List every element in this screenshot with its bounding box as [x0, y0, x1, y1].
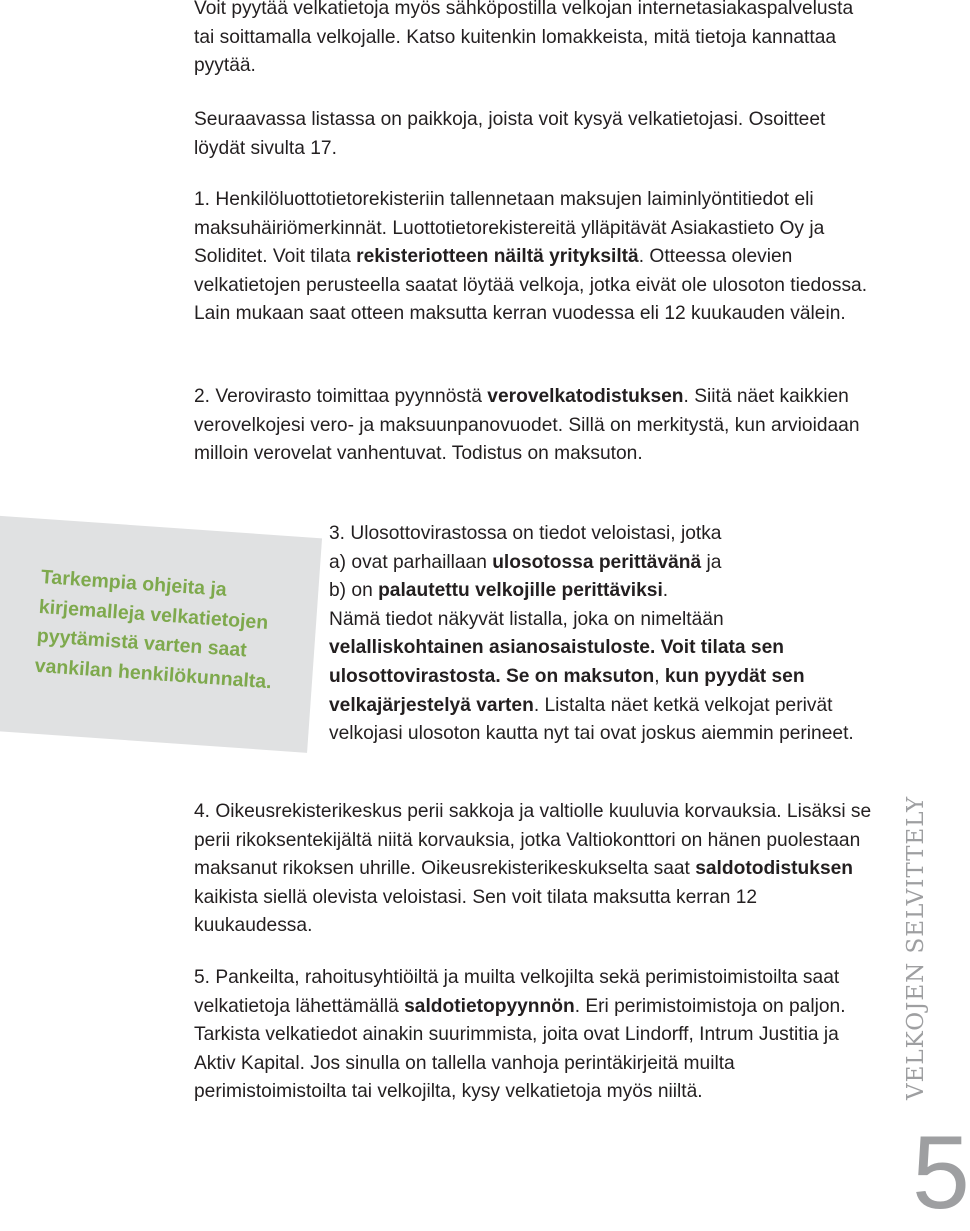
item-5-text-a: 5. Pankeilta, rahoitusyhtiöiltä ja muilta velkojilta sekä perimistoimistoilta saat velkatietoja lähettämällä — [194, 967, 840, 1017]
page-number: 5 — [912, 1115, 970, 1231]
item-3-details-sep: , — [654, 665, 665, 687]
item-5-bold: saldotietopyynnön — [404, 995, 575, 1017]
item-3-details-end: . Listalta näet ketkä velkojat perivät velkojasi ulosoton kautta nyt tai ovat joskus aiemmin perineet. — [329, 694, 854, 745]
item-3-details-bold: velalliskohtainen asianosaistuloste. Voit tilata sen ulosottovirastosta. Se on maksuton — [329, 637, 784, 687]
item-3-line-b-text: b) on — [329, 580, 379, 602]
item-2-bold: verovelkatodistuksen — [487, 386, 684, 407]
item-4-text-a: 4. Oikeusrekisterikeskus perii sakkoja ja valtiolle kuuluvia korvauksia. Lisäksi se perii rikoksentekijältä niitä korvauksia, jotka Valtiokonttori on hänen puolestaan maksanut rikoksen uhrille. Oikeusrekisterikeskukselta saat — [194, 801, 872, 880]
item-3-intro: 3. Ulosottovirastossa on tiedot veloistasi, jotka — [329, 523, 722, 544]
item-2-text-c: . Siitä näet kaikkien verovelkojesi vero- ja maksuunpanovuodet. Sillä on merkitystä, kun arvioidaan milloin verovelat vanhentuvat. Todistus on maksuton. — [194, 386, 860, 465]
list-intro-paragraph: Seuraavassa listassa on paikkoja, joista voit kysyä velkatietojasi. Osoitteet löydät sivulta 17. — [194, 109, 826, 159]
item-3-line-b-bold: palautettu velkojille perittäviksi — [378, 580, 663, 602]
intro-paragraph: Voit pyytää velkatietoja myös sähköpostilla velkojan internetasiakaspalvelusta tai soittamalla velkojalle. Katso kuitenkin lomakkeista, mitä tietoja kannattaa pyytää. — [194, 0, 854, 77]
item-3-line-a-end: ja — [701, 551, 722, 573]
item-1-text-c: . Otteessa olevien velkatietojen perusteella saatat löytää velkoja, jotka eivät ole ulosoton tiedossa. Lain mukaan saat otteen maksutta kerran vuodessa eli 12 kuukauden välein. — [194, 246, 868, 325]
item-3-line-b-end: . — [662, 580, 669, 602]
item-2-text-a: 2. Verovirasto toimittaa pyynnöstä — [194, 386, 488, 407]
callout-text: Tarkempia ohjeita ja kirjemalleja velkatietojen pyytämistä varten saat vankilan henkilökunnalta. — [34, 565, 273, 693]
item-3-line-a-bold: ulosotossa perittävänä — [492, 551, 702, 573]
item-5-text-c: . Eri perimistoimistoja on paljon. Tarkista velkatiedot ainakin suurimmista, joita ovat Lindorff, Intrum Justitia ja Aktiv Kapital. Jos sinulla on tallella vanhoja perintäkirjeitä muilta perimistoimistoilta tai velkojilta, kysy velkatietoja myös niiltä. — [194, 995, 846, 1103]
item-1-bold: rekisteriotteen näiltä yrityksiltä — [356, 246, 639, 268]
item-4-paragraph — [194, 798, 874, 941]
item-1-paragraph — [194, 186, 874, 329]
item-3-details — [329, 606, 875, 749]
item-3-line-b — [329, 577, 875, 606]
item-3-line-a-text: a) ovat parhaillaan — [329, 551, 493, 573]
chapter-title: VELKOJEN SELVITTELY — [903, 795, 929, 1100]
item-3-details-bold-2: kun pyydät sen velkajärjestelyä varten — [329, 665, 805, 716]
item-2-paragraph — [194, 383, 874, 469]
item-3-details-text: Nämä tiedot näkyvät listalla, joka on nimeltään — [329, 608, 724, 630]
item-4-text-c: kaikista siellä olevista veloistasi. Sen voit tilata maksutta kerran 12 kuukaudessa. — [194, 886, 758, 937]
item-3-line-a — [329, 549, 875, 578]
item-4-bold: saldotodistuksen — [695, 858, 854, 880]
item-1-text-a: 1. Henkilöluottotietorekisteriin tallennetaan maksujen laiminlyöntitiedot eli maksuhäiriömerkinnät. Luottotietorekistereitä ylläpitävät Asiakastieto Oy ja Soliditet. Voit tilata — [194, 189, 825, 268]
item-3-paragraph — [329, 520, 875, 749]
item-5-paragraph — [194, 964, 874, 1107]
